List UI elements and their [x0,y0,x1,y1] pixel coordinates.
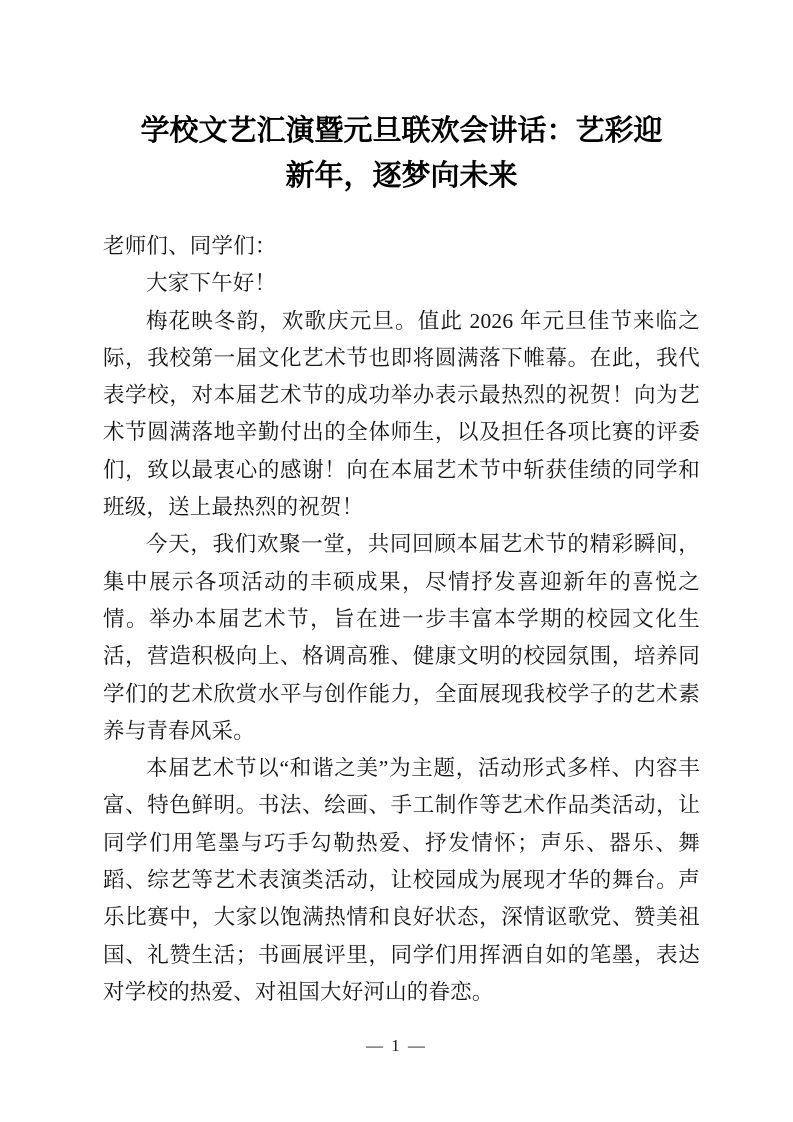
page-number-marker: — 1 — [366,1036,427,1055]
page-title-line-1: 学校文艺汇演暨元旦联欢会讲话：艺彩迎 [140,113,663,147]
paragraph-opening: 梅花映冬韵，欢歌庆元旦。值此 2026 年元旦佳节来临之际，我校第一届文化艺术节也即将圆满落下帷幕。在此，我代表学校，对本届艺术节的成功举办表示最热烈的祝贺！向为艺术节圆满落地辛勤付出的全体师生，以及担任各项比赛的评委们，致以最衷心的感谢！向在本届艺术节中斩获佳绩的同学和班级，送上最热烈的祝贺！ [103,308,700,520]
paragraph-theme: 本届艺术节以“和谐之美”为主题，活动形式多样、内容丰富、特色鲜明。书法、绘画、手工制作等艺术作品类活动，让同学们用笔墨与巧手勾勒热爱、抒发情怀；声乐、器乐、舞蹈、综艺等艺术表演类活动，让校园成为展现才华的舞台。声乐比赛中，大家以饱满热情和良好状态，深情讴歌党、赞美祖国、礼赞生活；书画展评里，同学们用挥洒自如的笔墨，表达对学校的热爱、对祖国大好河山的眷恋。 [103,756,700,1004]
document-body [103,228,700,1011]
paragraph-salutation: 老师们、同学们： [103,234,277,258]
page-title-line-2: 新年，逐梦向未来 [285,158,518,192]
page-title [103,0,700,198]
page-content [103,0,700,1011]
paragraph-purpose: 今天，我们欢聚一堂，共同回顾本届艺术节的精彩瞬间，集中展示各项活动的丰硕成果，尽情抒发喜迎新年的喜悦之情。举办本届艺术节，旨在进一步丰富本学期的校园文化生活，营造积极向上、格调高雅、健康文明的校园氛围，培养同学们的艺术欣赏水平与创作能力，全面展现我校学子的艺术素养与青春风采。 [103,532,700,743]
paragraph-greeting: 大家下午好！ [146,271,277,296]
page-footer [0,1036,793,1056]
